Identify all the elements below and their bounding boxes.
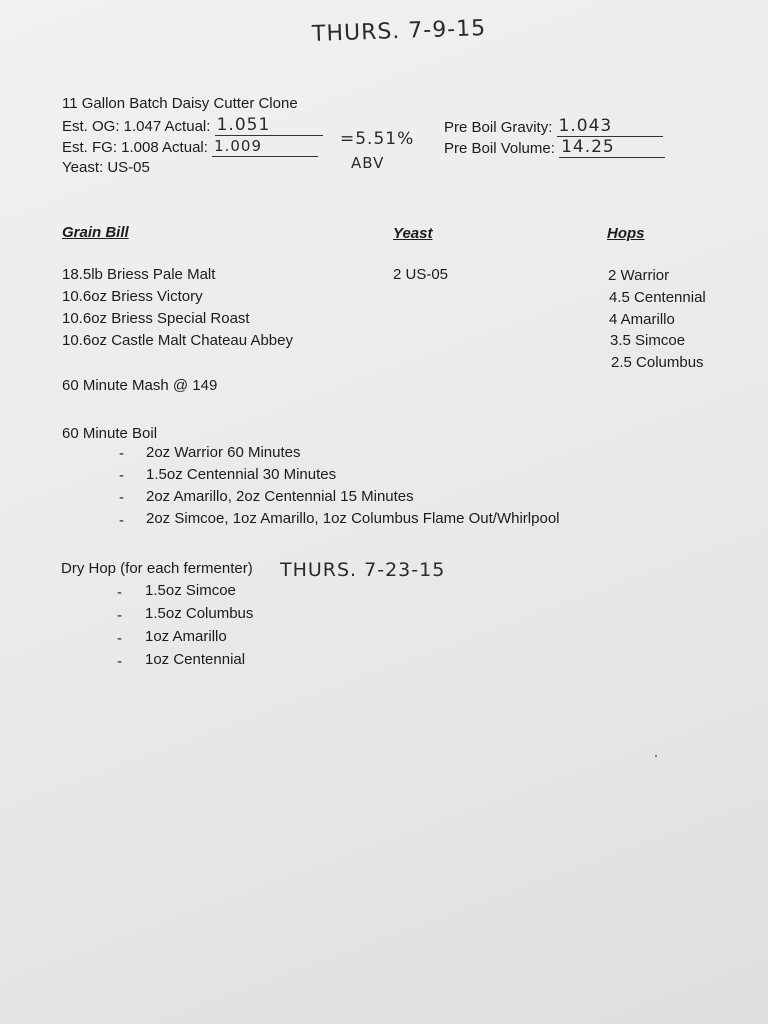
- boil-item: 1.5oz Centennial 30 Minutes: [146, 466, 337, 483]
- dry-hop-item: 1oz Centennial: [145, 651, 246, 668]
- og-label: Est. OG: 1.047 Actual:: [62, 118, 211, 135]
- boil-bullet: -: [119, 445, 124, 462]
- hops-item: 3.5 Simcoe: [610, 332, 686, 349]
- dry-hop-bullet: -: [117, 607, 122, 624]
- abv-unit: ABV: [351, 154, 385, 172]
- yeast-item: 2 US-05: [393, 266, 449, 283]
- boil-title: 60 Minute Boil: [62, 425, 158, 442]
- og-actual-value: 1.051: [216, 115, 271, 135]
- dry-hop-title: Dry Hop (for each fermenter): [61, 560, 253, 577]
- abv-value: =5.51%: [340, 129, 415, 149]
- og-line: [62, 117, 323, 136]
- fg-actual-field: [212, 138, 318, 157]
- hops-item: 2.5 Columbus: [611, 354, 704, 371]
- pre-boil-gravity-value: 1.043: [558, 116, 613, 136]
- dry-hop-item: 1.5oz Simcoe: [145, 582, 236, 599]
- grain-item: 10.6oz Briess Victory: [62, 288, 203, 305]
- boil-bullet: -: [119, 489, 124, 506]
- pre-boil-gravity-line: [444, 118, 663, 137]
- hops-header: Hops: [607, 225, 645, 242]
- batch-title: 11 Gallon Batch Daisy Cutter Clone: [62, 95, 298, 112]
- boil-bullet: -: [119, 467, 124, 484]
- grain-item: 18.5lb Briess Pale Malt: [62, 266, 216, 283]
- dry-hop-item: 1oz Amarillo: [145, 628, 227, 645]
- fg-line: [62, 138, 318, 157]
- yeast-line: Yeast: US-05: [62, 159, 150, 176]
- hops-item: 2 Warrior: [608, 267, 670, 284]
- og-actual-field: [215, 117, 323, 136]
- dry-hop-bullet: -: [117, 653, 122, 670]
- grain-item: 10.6oz Castle Malt Chateau Abbey: [62, 332, 293, 349]
- boil-bullet: -: [119, 512, 124, 529]
- hops-item: 4.5 Centennial: [609, 289, 706, 306]
- pre-boil-volume-line: [444, 139, 665, 158]
- mash-line: 60 Minute Mash @ 149: [62, 377, 218, 394]
- boil-item: 2oz Simcoe, 1oz Amarillo, 1oz Columbus Flame Out/Whirlpool: [146, 510, 560, 527]
- boil-item: 2oz Amarillo, 2oz Centennial 15 Minutes: [146, 488, 414, 505]
- pre-boil-gravity-field: [557, 118, 663, 137]
- dry-hop-handwritten-date: THURS. 7-23-15: [280, 559, 446, 581]
- paper-speck: [655, 755, 657, 757]
- boil-item: 2oz Warrior 60 Minutes: [146, 444, 301, 461]
- dry-hop-bullet: -: [117, 584, 122, 601]
- pre-boil-gravity-label: Pre Boil Gravity:: [444, 119, 553, 136]
- fg-actual-value: 1.009: [214, 137, 263, 155]
- dry-hop-item: 1.5oz Columbus: [145, 605, 254, 622]
- grain-bill-header: Grain Bill: [62, 224, 129, 241]
- yeast-header: Yeast: [393, 225, 433, 242]
- pre-boil-volume-field: [559, 139, 665, 158]
- grain-item: 10.6oz Briess Special Roast: [62, 310, 250, 327]
- pre-boil-volume-value: 14.25: [561, 137, 615, 157]
- fg-label: Est. FG: 1.008 Actual:: [62, 139, 208, 156]
- dry-hop-bullet: -: [117, 630, 122, 647]
- hops-item: 4 Amarillo: [609, 311, 675, 328]
- pre-boil-volume-label: Pre Boil Volume:: [444, 140, 555, 157]
- handwritten-date-top: THURS. 7-9-15: [311, 15, 487, 48]
